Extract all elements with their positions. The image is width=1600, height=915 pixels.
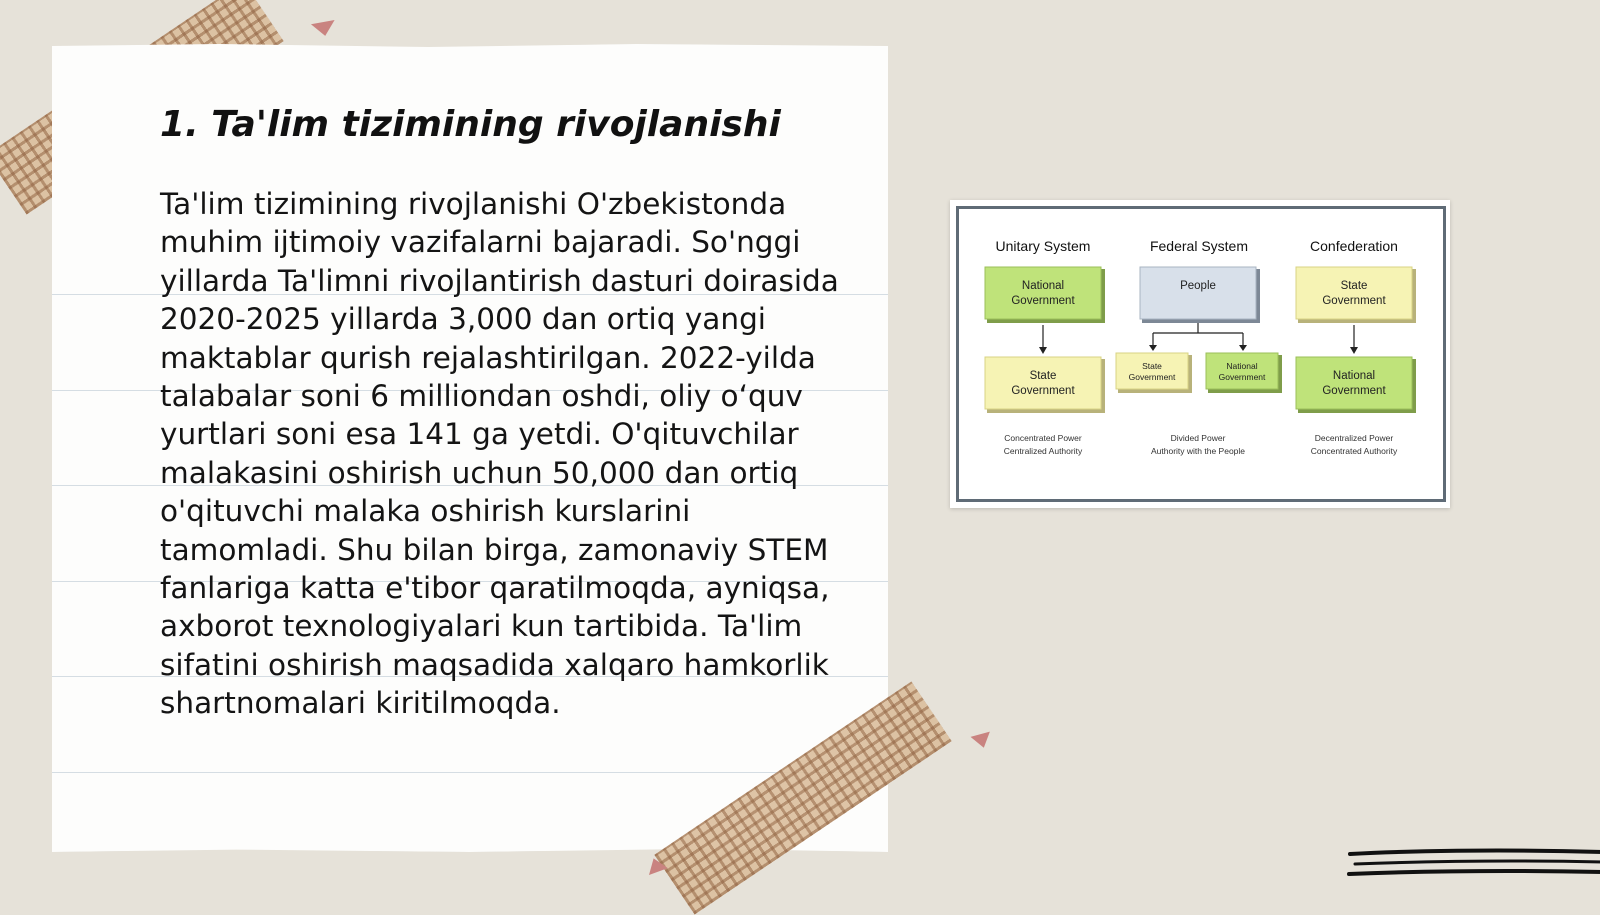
federal-national-government-box bbox=[1206, 353, 1282, 393]
federal-caption-line: Authority with the People bbox=[1150, 446, 1246, 456]
box-label: National bbox=[1021, 280, 1065, 292]
government-systems-diagram bbox=[950, 200, 1450, 508]
confederation-caption-line: Concentrated Authority bbox=[1310, 446, 1398, 456]
unitary-caption-line: Centralized Authority bbox=[1003, 446, 1083, 456]
unitary-state-government-box bbox=[985, 357, 1105, 413]
federal-caption-line: Divided Power bbox=[1170, 433, 1226, 443]
unitary-national-government-box bbox=[985, 267, 1105, 323]
pin-decoration bbox=[644, 855, 668, 875]
slide-title: 1. Ta'lim tizimining rivojlanishi bbox=[160, 104, 781, 145]
box-label: State bbox=[1340, 280, 1368, 292]
box-label: Government bbox=[1218, 372, 1266, 382]
box-label: National bbox=[1226, 361, 1258, 371]
box-label: State bbox=[1142, 361, 1162, 371]
box-label: Government bbox=[1322, 295, 1386, 307]
box-label: Government bbox=[1011, 385, 1075, 397]
scribble-lines-decoration bbox=[1345, 842, 1600, 892]
box-label: People bbox=[1180, 280, 1216, 292]
arrow-head bbox=[1149, 345, 1157, 351]
box-label: State bbox=[1029, 370, 1057, 382]
arrow-head bbox=[1239, 345, 1247, 351]
confederation-caption-line: Decentralized Power bbox=[1314, 433, 1394, 443]
unitary-system-title: Unitary System bbox=[995, 238, 1091, 254]
slide-body-text: Ta'lim tizimining rivojlanishi O'zbekistonda muhim ijtimoiy vazifalarni bajaradi. So'nggi yillarda Ta'limni rivojlantirish dasturi doirasida 2020-2025 yillarda 3,000 dan ortiq yangi maktablar qurish rejalashtirilgan. 2022-yilda talabalar soni 6 milliondan oshdi, oliy o‘quv yurtlari soni esa 141 ga yetdi. O'qituvchilar malakasini oshirish uchun 50,000 dan ortiq o'qituvchi malaka oshirish kurslarini tamomladi. Shu bilan birga, zamonaviy STEM fanlariga katta e'tibor qaratilmoqda, ayniqsa, axborot texnologiyalari kun tartibida. Ta'lim sifatini oshirish maqsadida xalqaro hamkorlik shartnomalari kiritilmoqda. bbox=[160, 187, 839, 721]
paper-rule-line bbox=[52, 772, 888, 773]
confederation-title: Confederation bbox=[1310, 238, 1398, 254]
federal-state-government-box bbox=[1116, 353, 1192, 393]
federal-people-box bbox=[1140, 267, 1260, 323]
diagram-frame bbox=[956, 206, 1446, 502]
box-label: Government bbox=[1011, 295, 1075, 307]
arrow-head bbox=[1039, 347, 1047, 354]
pin-decoration bbox=[971, 732, 994, 751]
box-label: Government bbox=[1128, 372, 1176, 382]
confederation-national-government-box bbox=[1296, 357, 1416, 413]
federal-system-title: Federal System bbox=[1149, 238, 1249, 254]
unitary-caption-line: Concentrated Power bbox=[1004, 433, 1082, 443]
arrow-head bbox=[1350, 347, 1358, 354]
confederation-state-government-box bbox=[1296, 267, 1416, 323]
box-label: National bbox=[1332, 370, 1376, 382]
pin-decoration bbox=[311, 20, 337, 38]
box-label: Government bbox=[1322, 385, 1386, 397]
